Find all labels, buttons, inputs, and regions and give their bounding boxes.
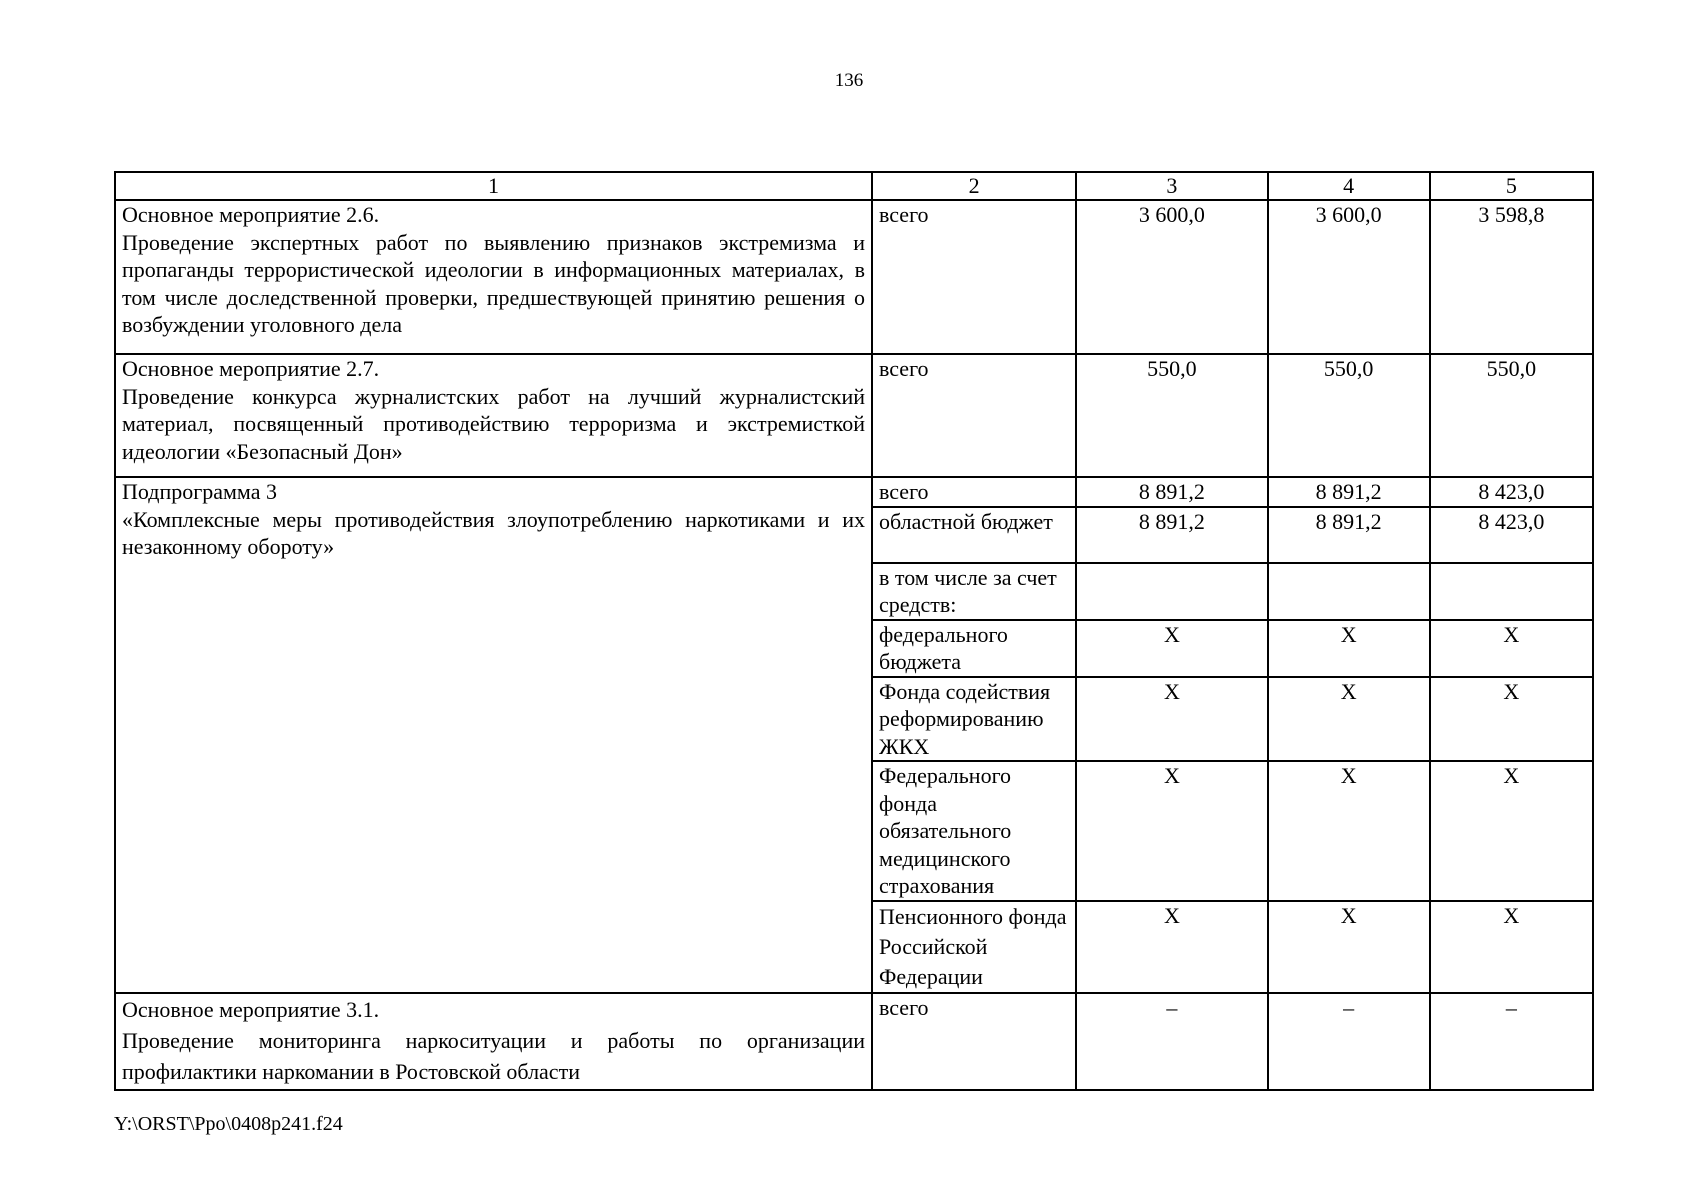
- event-2-7-name-cell: [115, 354, 872, 477]
- subprogram-3-source-federal: федерального бюджета: [872, 620, 1076, 677]
- event-2-6-title: Основное мероприятие 2.6.: [122, 202, 380, 227]
- subprogram-3-source-medical-fund: Федерального фонда обязательного медицинского страхования: [872, 761, 1076, 901]
- table-row-subprogram-3: [115, 477, 1593, 507]
- subprogram-3-source-pension-fund: Пенсионного фонда Российской Федерации: [872, 901, 1076, 993]
- header-col-1: 1: [115, 172, 872, 200]
- event-3-1-source: всего: [872, 993, 1076, 1090]
- event-2-6-source: всего: [872, 200, 1076, 354]
- header-col-4: 4: [1268, 172, 1430, 200]
- event-2-7-value-3: 550,0: [1076, 354, 1267, 477]
- subprogram-3-medical-fund-value-5: Х: [1430, 761, 1593, 901]
- table-header-row: [115, 172, 1593, 200]
- table-row-event-3-1: [115, 993, 1593, 1090]
- subprogram-3-pension-fund-value-4: Х: [1268, 901, 1430, 993]
- event-2-6-name-cell: [115, 200, 872, 354]
- subprogram-3-description: «Комплексные меры противодействия злоупотреблению наркотиками и их незаконному обороту»: [122, 506, 866, 559]
- subprogram-3-source-including: в том числе за счет средств:: [872, 563, 1076, 620]
- header-col-3: 3: [1076, 172, 1267, 200]
- subprogram-3-including-value-3: [1076, 563, 1267, 620]
- subprogram-3-federal-value-4: Х: [1268, 620, 1430, 677]
- subprogram-3-medical-fund-value-3: Х: [1076, 761, 1267, 901]
- subprogram-3-including-value-4: [1268, 563, 1430, 620]
- subprogram-3-name-cell: [115, 477, 872, 993]
- event-2-7-description: Проведение конкурса журналистских работ на лучший журналистский материал, посвященный противодействию терроризма и экстремисткой идеологии «Безопасный Дон»: [122, 383, 866, 464]
- footer-file-path: Y:\ORST\Ppo\0408p241.f24: [114, 1113, 343, 1135]
- event-3-1-value-4: –: [1268, 993, 1430, 1090]
- subprogram-3-title: Подпрограмма 3: [122, 479, 277, 504]
- subprogram-3-total-value-4: 8 891,2: [1268, 477, 1430, 507]
- subprogram-3-source-housing-fund: Фонда содействия реформированию ЖКХ: [872, 677, 1076, 762]
- subprogram-3-federal-value-3: Х: [1076, 620, 1267, 677]
- event-3-1-title: Основное мероприятие 3.1.: [122, 997, 380, 1022]
- event-2-7-value-5: 550,0: [1430, 354, 1593, 477]
- event-2-7-source: всего: [872, 354, 1076, 477]
- event-2-7-value-4: 550,0: [1268, 354, 1430, 477]
- subprogram-3-total-value-5: 8 423,0: [1430, 477, 1593, 507]
- subprogram-3-housing-fund-value-4: Х: [1268, 677, 1430, 762]
- header-col-5: 5: [1430, 172, 1593, 200]
- subprogram-3-pension-fund-value-5: Х: [1430, 901, 1593, 993]
- subprogram-3-housing-fund-value-5: Х: [1430, 677, 1593, 762]
- subprogram-3-housing-fund-value-3: Х: [1076, 677, 1267, 762]
- subprogram-3-including-value-5: [1430, 563, 1593, 620]
- event-3-1-name-cell: [115, 993, 872, 1090]
- subprogram-3-source-regional: областной бюджет: [872, 507, 1076, 563]
- event-2-6-value-5: 3 598,8: [1430, 200, 1593, 354]
- subprogram-3-pension-fund-value-3: Х: [1076, 901, 1267, 993]
- event-2-6-value-3: 3 600,0: [1076, 200, 1267, 354]
- subprogram-3-regional-value-5: 8 423,0: [1430, 507, 1593, 563]
- subprogram-3-total-value-3: 8 891,2: [1076, 477, 1267, 507]
- event-3-1-value-5: –: [1430, 993, 1593, 1090]
- subprogram-3-federal-value-5: Х: [1430, 620, 1593, 677]
- table-row-event-2-7: [115, 354, 1593, 477]
- subprogram-3-regional-value-3: 8 891,2: [1076, 507, 1267, 563]
- event-3-1-description: Проведение мониторинга наркоситуации и работы по организации профилактики наркомании в Ростовской области: [122, 1028, 866, 1084]
- budget-table: [114, 171, 1594, 1091]
- event-3-1-value-3: –: [1076, 993, 1267, 1090]
- page-number: 136: [834, 70, 864, 91]
- subprogram-3-medical-fund-value-4: Х: [1268, 761, 1430, 901]
- event-2-7-title: Основное мероприятие 2.7.: [122, 356, 380, 381]
- header-col-2: 2: [872, 172, 1076, 200]
- subprogram-3-regional-value-4: 8 891,2: [1268, 507, 1430, 563]
- table-row-event-2-6: [115, 200, 1593, 354]
- subprogram-3-source-total: всего: [872, 477, 1076, 507]
- event-2-6-description: Проведение экспертных работ по выявлению признаков экстремизма и пропаганды террористической идеологии в информационных материалах, в том числе доследственной проверки, предшествующей принятию решения о возбуждении уголовного дела: [122, 229, 866, 337]
- event-2-6-value-4: 3 600,0: [1268, 200, 1430, 354]
